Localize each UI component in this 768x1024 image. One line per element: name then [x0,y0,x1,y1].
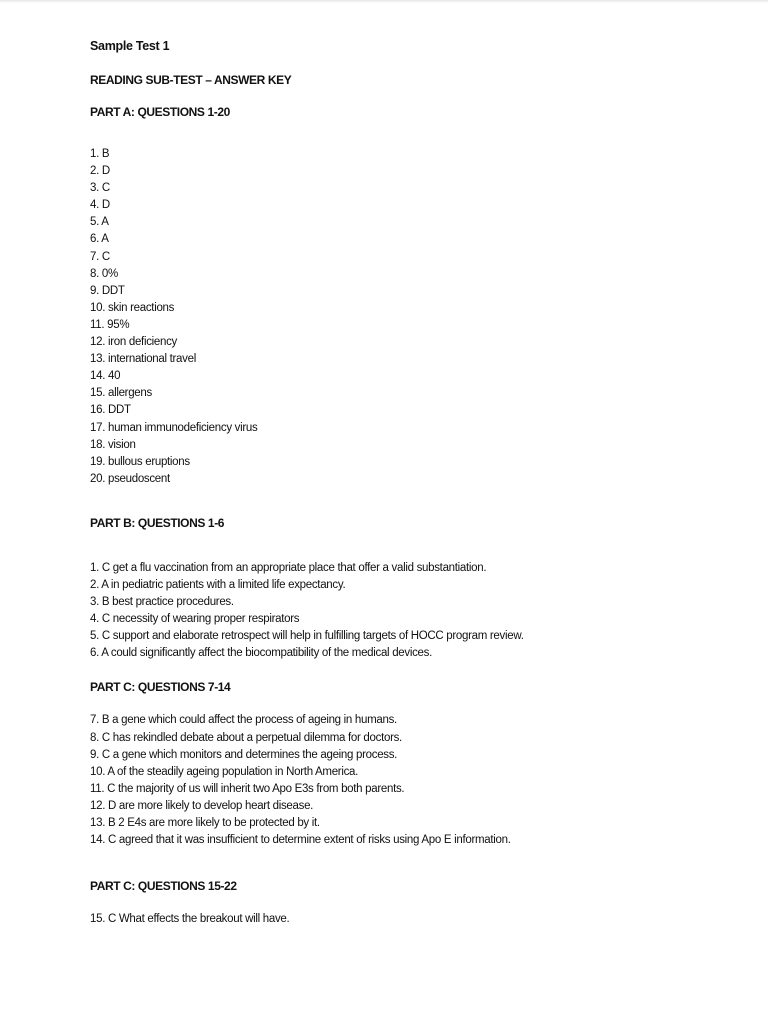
answer-item: 10. skin reactions [90,301,175,314]
answer-item: 11. C the majority of us will inherit two Apo E3s from both parents. [90,782,405,795]
answer-item: 14. 40 [90,370,121,383]
answer-item: 9. C a gene which monitors and determines the ageing process. [90,748,398,761]
answer-item: 3. B best practice procedures. [90,596,234,609]
answer-item: 11. 95% [90,318,130,331]
answer-item: 18. vision [90,438,136,451]
section-heading-part-b: PART B: QUESTIONS 1-6 [90,515,225,530]
answer-key-page [90,36,730,928]
answer-item: 19. bullous eruptions [90,455,190,468]
answer-item: 9. DDT [90,284,125,297]
answer-item: 6. A could significantly affect the biocompatibility of the medical devices. [90,647,432,660]
answer-item: 4. D [90,199,110,212]
answer-item: 4. C necessity of wearing proper respirators [90,613,300,626]
page-top-edge [0,0,768,3]
answer-item: 17. human immunodeficiency virus [90,421,258,434]
answer-item: 13. international travel [90,353,196,366]
answer-list-part-b [90,560,730,663]
answer-item: 15. C What effects the breakout will have. [90,913,290,926]
answer-item: 5. C support and elaborate retrospect will help in fulfilling targets of HOCC program review. [90,630,524,643]
answer-item: 2. D [90,165,110,178]
answer-item: 1. C get a flu vaccination from an appropriate place that offer a valid substantiation. [90,561,487,574]
section-heading-part-a: PART A: QUESTIONS 1-20 [90,105,230,119]
answer-item: 3. C [90,182,110,195]
answer-item: 5. A [90,216,109,229]
answer-item: 1. B [90,148,110,160]
document-subtitle: READING SUB-TEST – ANSWER KEY [90,73,292,87]
document-title: Sample Test 1 [90,39,170,53]
section-heading-part-c-15-22: PART C: QUESTIONS 15-22 [90,879,237,894]
answer-item: 7. B a gene which could affect the process of ageing in humans. [90,714,397,727]
answer-item: 20. pseudoscent [90,472,170,485]
answer-list-part-a [90,146,730,488]
answer-item: 15. allergens [90,387,152,400]
answer-item: 7. C [90,250,110,263]
answer-item: 10. A of the steadily ageing population in North America. [90,765,359,778]
answer-item: 16. DDT [90,404,131,417]
answer-item: 12. D are more likely to develop heart disease. [90,799,314,812]
answer-item: 14. C agreed that it was insufficient to determine extent of risks using Apo E information. [90,834,511,847]
answer-item: 2. A in pediatric patients with a limited life expectancy. [90,578,346,591]
section-heading-part-c-7-14: PART C: QUESTIONS 7-14 [90,680,231,695]
answer-item: 8. 0% [90,267,118,280]
answer-list-part-c-15-22 [90,911,730,928]
answer-list-part-c-7-14 [90,712,730,849]
answer-item: 13. B 2 E4s are more likely to be protected by it. [90,817,320,829]
answer-item: 6. A [90,233,109,246]
answer-item: 8. C has rekindled debate about a perpetual dilemma for doctors. [90,731,402,744]
answer-item: 12. iron deficiency [90,336,177,349]
